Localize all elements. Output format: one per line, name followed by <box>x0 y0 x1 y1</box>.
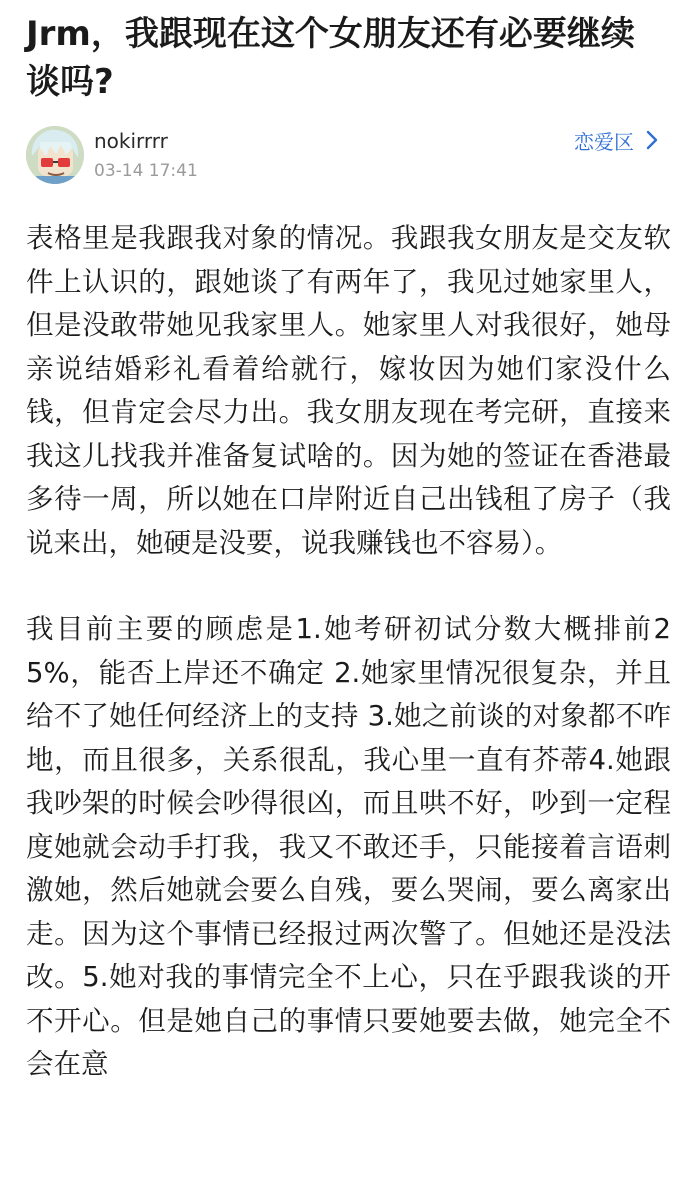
category-label: 恋爱区 <box>574 129 634 154</box>
avatar[interactable] <box>26 126 84 184</box>
cartoon-avatar-icon <box>26 126 84 184</box>
author-row <box>26 126 666 188</box>
category-link[interactable] <box>574 126 662 154</box>
chevron-right-icon <box>642 129 662 151</box>
post-time: 03-14 17:41 <box>94 161 198 181</box>
post-body <box>26 217 671 1087</box>
author-name[interactable]: nokirrrr <box>94 129 168 153</box>
body-paragraph: 我目前主要的顾虑是1.她考研初试分数大概排前25%，能否上岸还不确定 2.她家里情况很复杂，并且给不了她任何经济上的支持 3.她之前谈的对象都不咋地，而且很多，关系很乱，我心里一直有芥蒂4.她跟我吵架的时候会吵得很凶，而且哄不好，吵到一定程度她就会动手打我，我又不敢还手，只能接着言语刺激她，然后她就会要么自残，要么哭闹，要么离家出走。因为这个事情已经报过两次警了。但她还是没法改。5.她对我的事情完全不上心，只在乎跟我谈的开不开心。但是她自己的事情只要她要去做，她完全不会在意 <box>26 613 671 1080</box>
body-paragraph: 表格里是我跟我对象的情况。我跟我女朋友是交友软件上认识的，跟她谈了有两年了，我见过她家里人，但是没敢带她见我家里人。她家里人对我很好，她母亲说结婚彩礼看着给就行，嫁妆因为她们家没什么钱，但肯定会尽力出。我女朋友现在考完研，直接来我这儿找我并准备复试啥的。因为她的签证在香港最多待一周，所以她在口岸附近自己出钱租了房子（我说来出，她硬是没要，说我赚钱也不容易）。 <box>26 222 671 559</box>
post-title: Jrm，我跟现在这个女朋友还有必要继续谈吗? <box>26 14 635 102</box>
